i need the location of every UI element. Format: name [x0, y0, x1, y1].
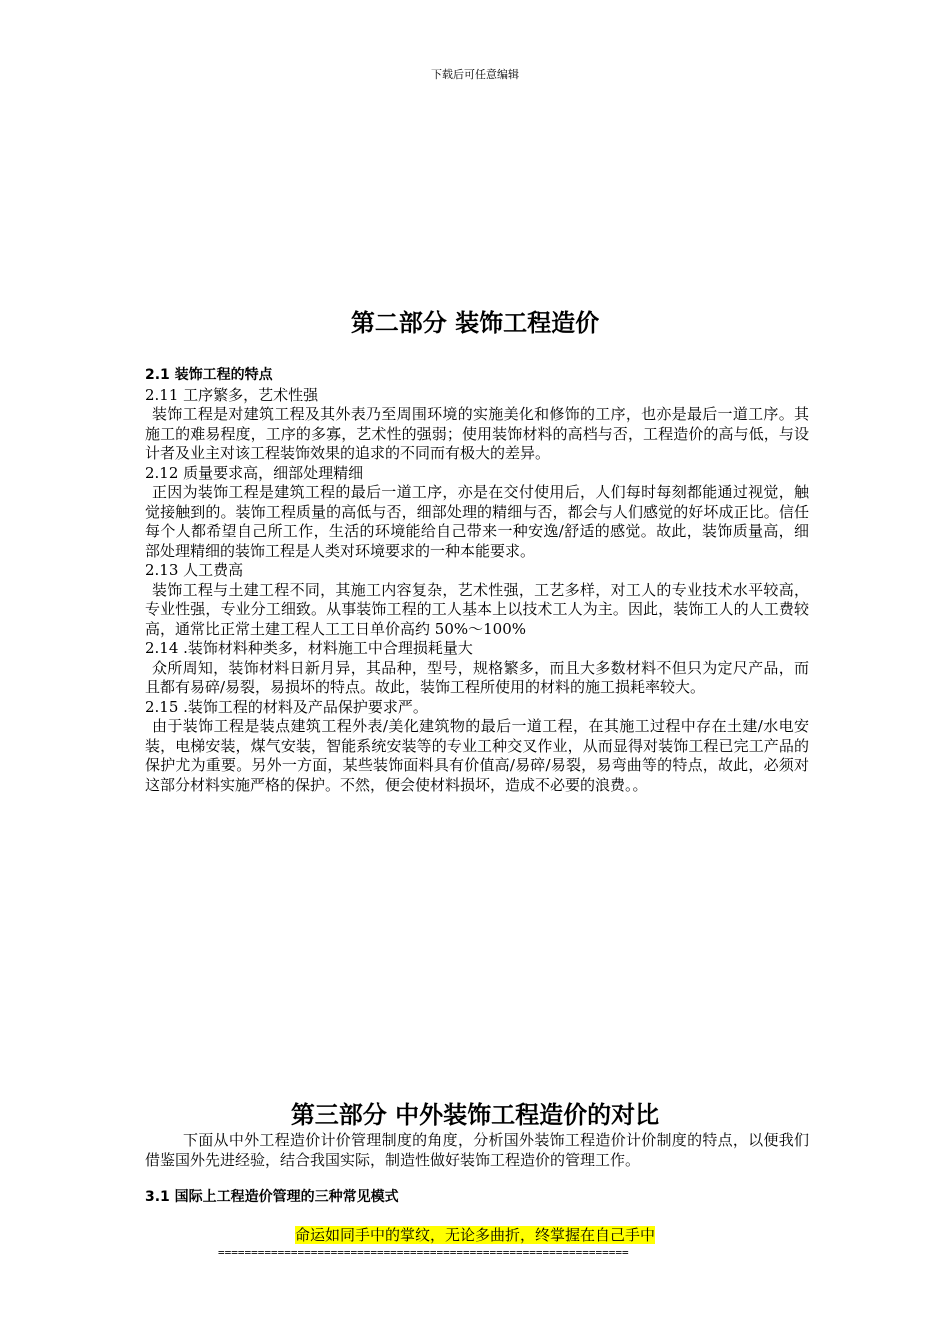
paragraph-2-11: 装饰工程是对建筑工程及其外表乃至周围环境的实施美化和修饰的工序，也亦是最后一道工序。其施工的难易程度，工序的多寡，艺术性的强弱；使用装饰材料的高档与否，工程造价的高与低，与设计者及业主对该工程装饰效果的追求的不同而有极大的差异。 — [145, 405, 809, 462]
section-heading-2-1: 2.1 装饰工程的特点 — [145, 367, 273, 383]
subsection-heading-2-12: 2.12 质量要求高，细部处理精细 — [145, 463, 364, 482]
part2-body — [145, 366, 809, 795]
part3-intro-paragraph: 下面从中外工程造价计价管理制度的角度，分析国外装饰工程造价计价制度的特点，以便我们借鉴国外先进经验，结合我国实际，制造性做好装饰工程造价的管理工作。 — [145, 1131, 809, 1169]
subsection-heading-2-14: 2.14 .装饰材料种类多，材料施工中合理损耗量大 — [145, 639, 473, 657]
paragraph-2-13: 装饰工程与土建工程不同，其施工内容复杂，艺术性强，工艺多样，对工人的专业技术水平较高，专业性强，专业分工细致。从事装饰工程的工人基本上以技术工人为主。因此，装饰工人的人工费较高，通常比正常土建工程人工工日单价高约 50%～100% — [145, 580, 809, 638]
paragraph-2-15: 由于装饰工程是装点建筑工程外表/美化建筑物的最后一道工程，在其施工过程中存在土建/水电安装，电梯安装，煤气安装，智能系统安装等的专业工种交叉作业，从而显得对装饰工程已完工产品的保护尤为重要。另外一方面，某些装饰面料具有价值高/易碎/易裂，易弯曲等的特点，故此，必须对这部分材料实施严格的保护。不然，便会使材料损坏，造成不必要的浪费。。 — [145, 717, 809, 794]
section-heading-3-1: 3.1 国际上工程造价管理的三种常见模式 — [145, 1189, 399, 1205]
section-3-1-block — [145, 1188, 809, 1208]
subsection-heading-2-11: 2.11 工序繁多，艺术性强 — [145, 385, 319, 404]
footer-motto-highlight: 命运如同手中的掌纹，无论多曲折，终掌握在自己手中 — [294, 1226, 655, 1244]
paragraph-2-12: 正因为装饰工程是建筑工程的最后一道工序，亦是在交付使用后，人们每时每刻都能通过视觉，触觉接触到的。装饰工程质量的高低与否，细部处理的精细与否，都会与人们感觉的好坏成正比。信任每个人都希望自己所工作，生活的环境能给自己带来一种安逸/舒适的感觉。故此，装饰质量高，细部处理精细的装饰工程是人类对环境要求的一种本能要求。 — [145, 483, 809, 560]
subsection-heading-2-13: 2.13 人工费高 — [145, 561, 244, 579]
page-header-note: 下载后可任意编辑 — [431, 68, 519, 81]
part2-title: 第二部分 装饰工程造价 — [350, 309, 600, 337]
part3-intro-block — [145, 1131, 809, 1170]
footer-motto — [0, 1226, 950, 1245]
subsection-heading-2-15: 2.15 .装饰工程的材料及产品保护要求严。 — [145, 697, 428, 716]
paragraph-2-14: 众所周知，装饰材料日新月异，其品种，型号，规格繁多，而且大多数材料不但只为定尺产品，而且都有易碎/易裂，易损坏的特点。故此，装饰工程所使用的材料的施工损耗率较大。 — [145, 658, 809, 696]
footer-divider: ============================================================== — [218, 1246, 629, 1259]
part3-title: 第三部分 中外装饰工程造价的对比 — [290, 1101, 660, 1129]
